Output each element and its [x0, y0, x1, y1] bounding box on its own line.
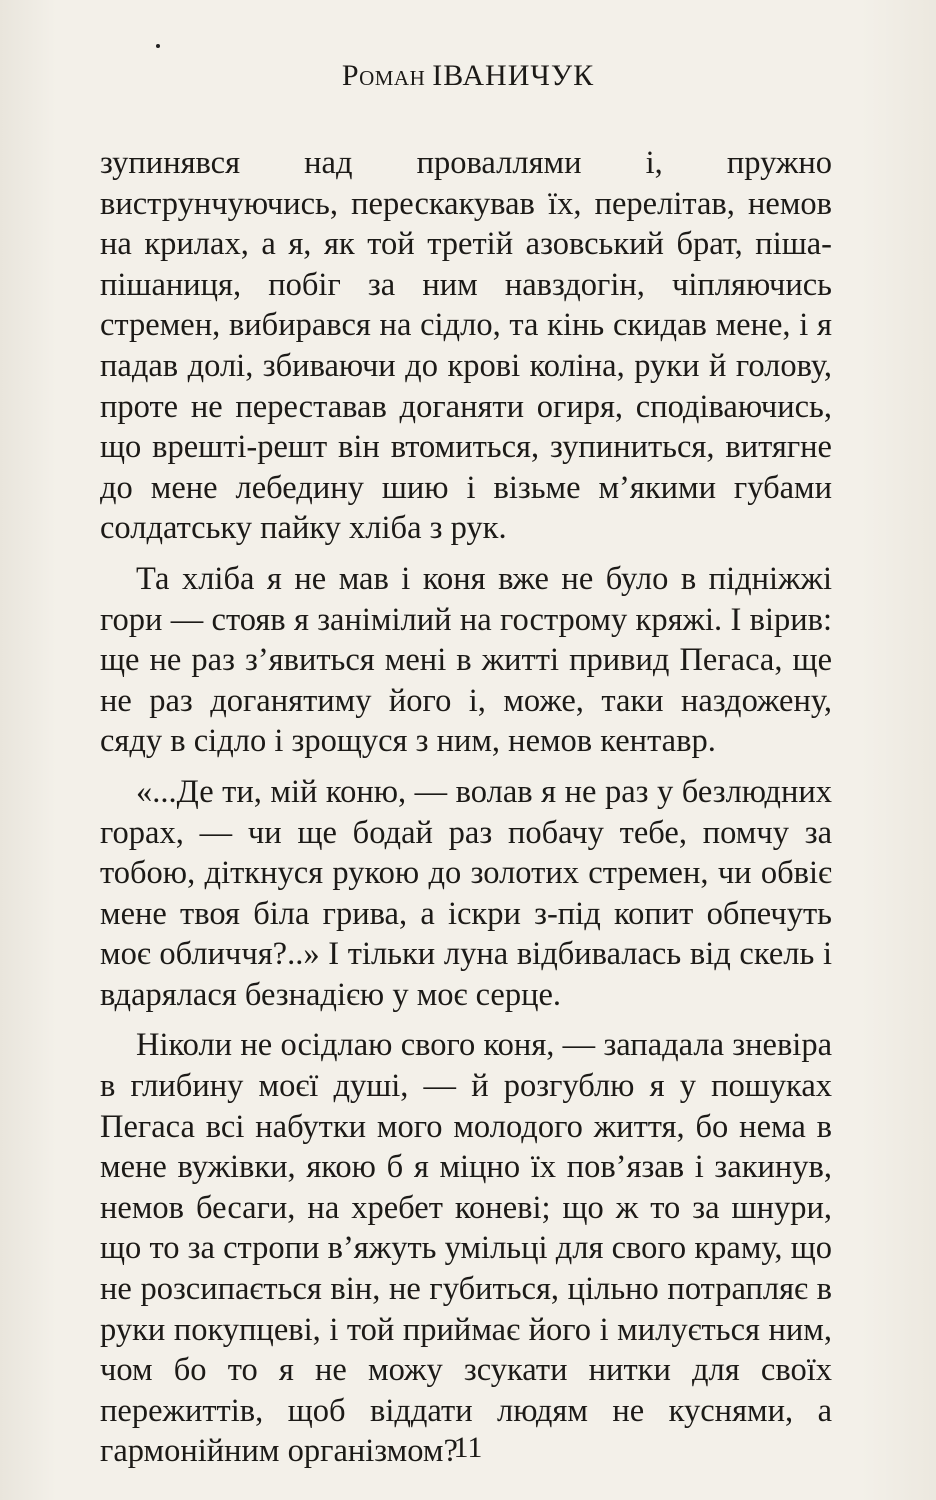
page-number: 11 — [453, 1431, 483, 1464]
running-header — [0, 58, 936, 94]
author-first-name: Роман — [341, 59, 426, 92]
body-text — [100, 143, 832, 1472]
paragraph: «...Де ти, мій коню, — волав я не раз у безлюдних горах, — чи ще бодай раз побачу тебе, помчу за тобою, діткнуся рукою до золотих стремен, чи обвіє мене твоя біла грива, а іскри з-під копит обпечуть моє обличчя?..» І тільки луна відбивалась від скель і вдарялася безнадією у моє серце. — [100, 773, 832, 1013]
paragraph: зупинявся над проваллями і, пружно виструнчуючись, перескакував їх, перелітав, немов на крилах, а я, як той третій азовський брат, піша-пішаниця, побіг за ним навздогін, чіпляючись стремен, вибирався на сідло, та кінь скидав мене, і я падав долі, збиваючи до крові коліна, руки й голову, проте не переставав доганяти огиря, сподіваючись, що врешті-решт він втомиться, зупиниться, витягне до мене лебедину шию і візьме м’якими губами солдатську пайку хліба з рук. — [100, 145, 832, 547]
paragraph: Та хліба я не мав і коня вже не було в підніжжі гори — стояв я занімілий на гострому кряжі. І вірив: ще не раз з’явиться мені в житті привид Пегаса, ще не раз доганятиму його і, може, таки наздожену, сяду в сідло і зрощуся з ним, немов кентавр. — [100, 560, 832, 760]
author-last-name: ІВАНИЧУК — [432, 59, 595, 92]
ink-speck — [156, 44, 160, 48]
paragraph: Ніколи не осідлаю свого коня, — западала зневіра в глибину моєї душі, — й розгублю я у пошуках Пегаса всі набутки мого молодого життя, бо нема в мене вужівки, якою б я міцно їх пов’язав і закинув, немов бесаги, на хребет коневі; що ж то за шнури, що то за стропи в’яжуть умільці для свого краму, що не розсипається він, не губиться, цільно потрапляє в руки покупцеві, і той приймає його і милується ним, чом бо то я не можу зсукати нитки для своїх пережиттів, щоб віддати людям не куснями, а гармонійним організмом? — [100, 1027, 832, 1470]
